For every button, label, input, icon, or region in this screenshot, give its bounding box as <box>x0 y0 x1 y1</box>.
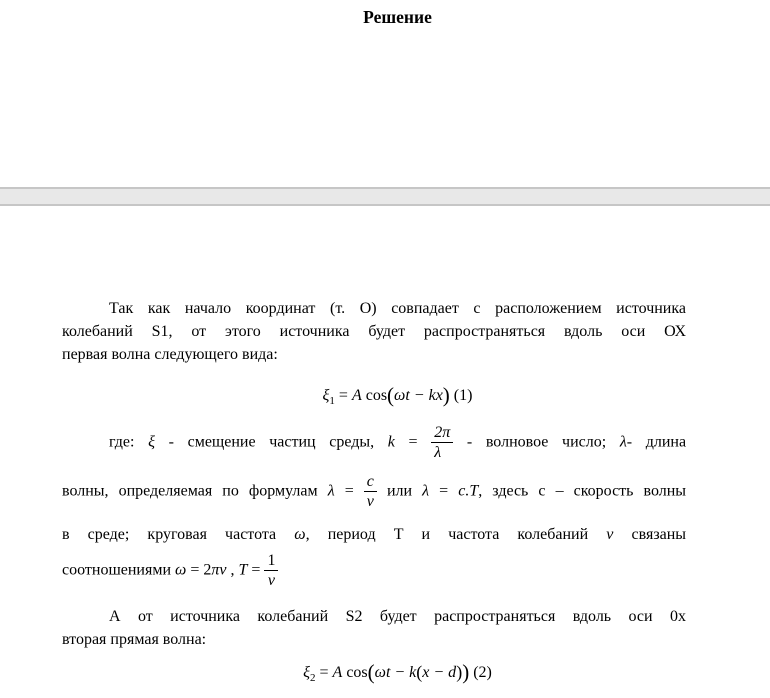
solution-title: Решение <box>363 7 432 27</box>
paragraph-2-line-4 <box>62 551 686 591</box>
math-var-amplitude: A <box>351 387 362 404</box>
paragraph-3-line-1 <box>62 605 686 628</box>
paragraph-1-line-1 <box>62 297 686 320</box>
math-var-omega: ω, <box>294 526 310 543</box>
text-run: волны, определяемая по формулам <box>62 482 318 500</box>
math-subscript: 1 <box>329 395 335 408</box>
paragraph-3-line-2 <box>62 628 686 651</box>
fraction <box>431 423 453 463</box>
text-run: А от источника колебаний S2 будет распространяться вдоль оси 0х <box>109 608 686 625</box>
fraction-numerator: c <box>366 473 374 490</box>
math-paren-open: ( <box>387 383 395 407</box>
text-run: соотношениями <box>62 561 172 579</box>
math-equals: = <box>344 482 354 500</box>
paragraph-2-line-2 <box>62 472 686 512</box>
fraction-numerator: 2π <box>434 424 451 441</box>
text-run: или <box>386 482 413 500</box>
text-run: - длина <box>626 433 687 451</box>
formula-2 <box>62 657 686 693</box>
paragraph-1-line-3 <box>62 343 686 366</box>
math-var-k: k <box>387 433 395 451</box>
text-run: период Т и частота колебаний <box>327 526 589 543</box>
math-var-lambda: λ <box>619 433 627 451</box>
paragraph-1-line-2 <box>62 320 686 343</box>
math-argument: ωt − k <box>374 664 417 681</box>
math-var-nu: ν <box>606 526 614 543</box>
math-expression: πν <box>211 561 227 579</box>
math-equals: = <box>408 433 418 451</box>
math-paren-close: ) <box>462 660 470 684</box>
text-run: где: <box>109 433 135 451</box>
math-var-amplitude: A <box>332 664 343 681</box>
text-run: вторая прямая волна: <box>62 631 207 648</box>
equation-number: (2) <box>473 664 492 681</box>
math-subscript: 2 <box>310 672 316 685</box>
text-run: колебаний S1, от этого источника будет распространяться вдоль оси ОХ <box>62 323 686 340</box>
math-var-xi: ξ <box>322 387 330 404</box>
text-run: - волновое число; <box>466 433 607 451</box>
math-cos: cos <box>346 664 368 681</box>
math-var-T: T <box>238 561 248 579</box>
fraction-numerator: 1 <box>267 552 276 569</box>
math-var-xi: ξ <box>303 664 310 681</box>
fraction <box>264 551 278 591</box>
text-run: в среде; круговая частота <box>62 526 277 543</box>
text-run: , <box>230 561 235 579</box>
fraction-denominator: ν <box>364 491 377 512</box>
math-var-xi: ξ <box>148 433 155 451</box>
fraction <box>364 472 377 512</box>
math-equals: = <box>439 482 449 500</box>
fraction-denominator: ν <box>264 570 278 591</box>
text-run: первая волна следующего вида: <box>62 346 278 363</box>
math-equals: = <box>338 387 348 404</box>
math-paren-open-inner: ( <box>416 662 423 682</box>
page-break-separator <box>0 187 770 206</box>
fraction-denominator: λ <box>431 442 453 463</box>
math-cos: cos <box>365 387 388 404</box>
math-expression: c.T <box>458 482 479 500</box>
text-run: - смещение частиц среды, <box>168 433 375 451</box>
equation-number: (1) <box>453 387 473 404</box>
paragraph-2-line-3 <box>62 523 686 546</box>
math-paren-open: ( <box>367 660 375 684</box>
paragraph-2-line-1 <box>62 423 686 463</box>
math-equals: = <box>251 561 261 579</box>
text-run: , здесь с – скорость волны <box>478 482 687 500</box>
math-argument: ωt − kx <box>394 387 443 404</box>
math-var-lambda: λ <box>422 482 430 500</box>
math-var-omega: ω <box>175 561 187 579</box>
text-run: связаны <box>631 526 687 543</box>
math-var-lambda: λ <box>327 482 335 500</box>
math-argument: x − d <box>422 664 457 681</box>
math-paren-close-inner: ) <box>456 662 463 682</box>
formula-1 <box>62 380 686 416</box>
math-paren-close: ) <box>442 383 450 407</box>
math-equals: = 2 <box>190 561 212 579</box>
text-run: Так как начало координат (т. О) совпадает с расположением источника <box>109 300 686 317</box>
math-equals: = <box>319 664 329 681</box>
